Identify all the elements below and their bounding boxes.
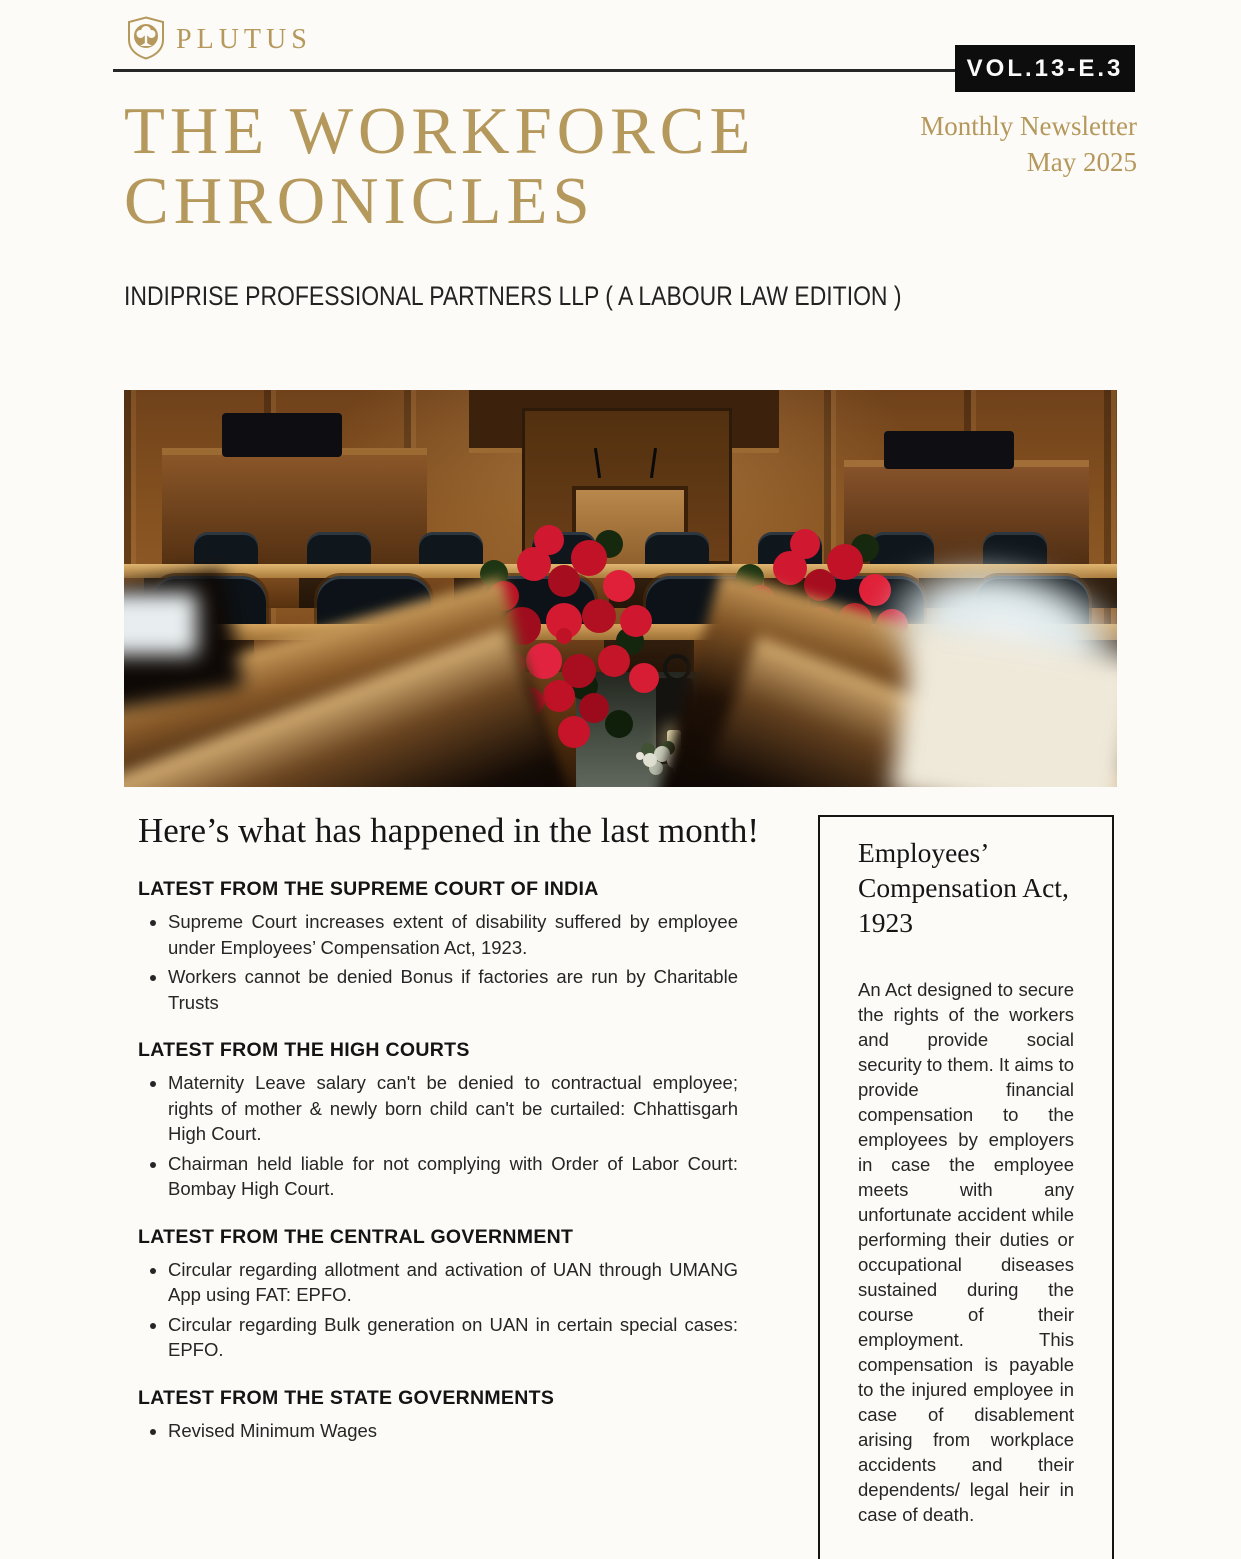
issue-type: Monthly Newsletter [920,111,1137,141]
act-description: An Act designed to secure the rights of the workers and provide social security to them. It aims to provide financial compensation to the employees by employers in case the employee meets with any unfortunate accident while performing their duties or occupational diseases sustained during the course of their employment. This compensation is payable to the injured employee in case of disablement arising from workplace accidents and their dependents/ legal heir in case of death. [858,979,1074,1525]
header-rule [113,69,958,72]
brand-name: PLUTUS [176,24,312,55]
list-item: • Circular regarding allotment and activation of UAN through UMANG App using FAT: EPFO. [168,1257,738,1308]
chair-silhouette [307,532,371,566]
list-item: • Workers cannot be denied Bonus if factories are run by Charitable Trusts [168,964,738,1015]
bullet-list [138,909,738,1015]
volume-badge: VOL.13-E.3 [955,45,1135,92]
section-central-government [138,1226,738,1363]
section-title: LATEST FROM THE HIGH COURTS [138,1039,470,1061]
chair-silhouette [532,532,596,566]
bullet-list [138,1070,738,1202]
newsletter-title [124,96,755,236]
issue-date: May 2025 [1026,147,1137,177]
section-state-governments [138,1387,738,1444]
section-high-courts [138,1039,738,1202]
chair-silhouette [419,532,483,566]
photo-blurred-paper-left [124,593,197,655]
tree-shield-icon [127,16,165,60]
chair-silhouette [645,532,709,566]
section-title: LATEST FROM THE STATE GOVERNMENTS [138,1386,555,1409]
news-column [138,808,795,1447]
chair-silhouette [758,532,822,566]
list-item: • Circular regarding Bulk generation on UAN in certain special cases: EPFO. [168,1312,738,1363]
title-line-2: CHRONICLES [124,164,595,238]
photo-floor-flowers [636,752,644,760]
bullet-list [138,1257,738,1363]
firm-subtitle: INDIPRISE PROFESSIONAL PARTNERS LLP ( A LABOUR LAW EDITION ) [124,281,902,311]
list-item: • Revised Minimum Wages [168,1418,738,1444]
list-item: • Maternity Leave salary can't be denied to contractual employee; rights of mother & newly born child can't be curtailed: Chhattisgarh High Court. [168,1070,738,1147]
act-highlight-box [818,815,1114,1559]
list-item: • Chairman held liable for not complying with Order of Labor Court: Bombay High Court. [168,1151,738,1202]
bullet-list [138,1418,738,1444]
act-title: Employees’ Compensation Act, 1923 [858,837,1069,938]
issue-info [920,108,1137,180]
hero-photo [124,390,1117,787]
chair-silhouette [194,532,258,566]
title-line-1: THE WORKFORCE [124,94,756,168]
section-supreme-court [138,878,738,1015]
section-title: LATEST FROM THE CENTRAL GOVERNMENT [138,1225,574,1248]
list-item: • Supreme Court increases extent of disability suffered by employee under Employees’ Compensation Act, 1923. [168,909,738,960]
section-title: LATEST FROM THE SUPREME COURT OF INDIA [138,878,599,900]
poinsettia-bouquet-left [556,628,572,644]
lead-heading: Here’s what has happened in the last month! [138,811,760,850]
